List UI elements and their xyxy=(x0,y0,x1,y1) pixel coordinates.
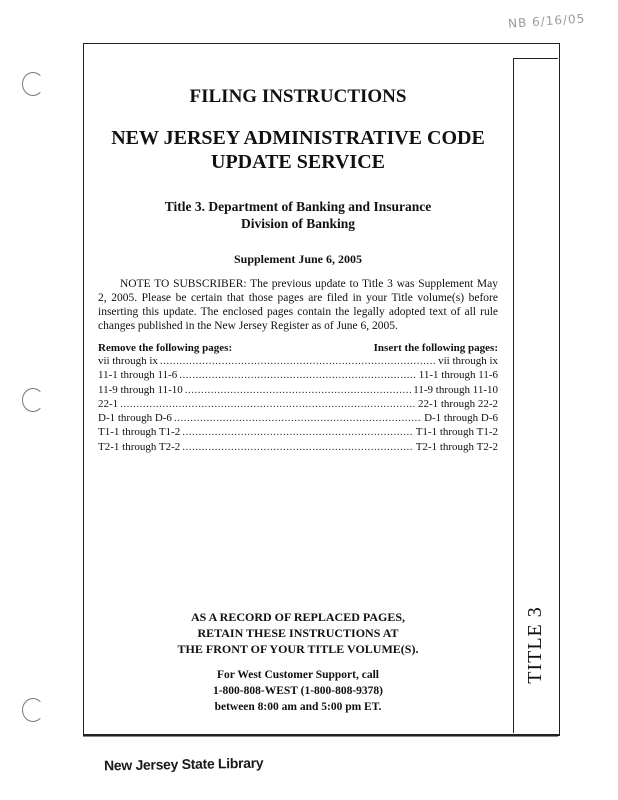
punch-hole-bottom xyxy=(22,698,44,722)
insert-pages: T2-1 through T2-2 xyxy=(415,440,498,453)
insert-pages: D-1 through D-6 xyxy=(424,412,498,425)
table-row xyxy=(98,425,498,439)
customer-support xyxy=(98,667,498,715)
remove-pages: T2-1 through T2-2 xyxy=(98,440,181,453)
remove-pages: D-1 through D-6 xyxy=(98,412,172,425)
insert-pages: 11-1 through 11-6 xyxy=(418,369,498,382)
record-line1: AS A RECORD OF REPLACED PAGES, xyxy=(190,610,406,624)
leader-dots xyxy=(182,425,413,439)
insert-pages: 22-1 through 22-2 xyxy=(417,397,498,410)
code-title xyxy=(98,126,498,174)
tab-top-line xyxy=(513,58,558,59)
title-line: Title 3. Department of Banking and Insurance xyxy=(164,199,432,214)
handwritten-initials: NB 6/16/05 xyxy=(507,11,586,31)
supplement-date: Supplement June 6, 2005 xyxy=(233,252,363,266)
remove-pages: 11-1 through 11-6 xyxy=(98,369,178,382)
leader-dots xyxy=(185,383,412,397)
division-line: Division of Banking xyxy=(240,216,356,231)
table-row xyxy=(98,368,498,382)
leader-dots xyxy=(120,397,416,411)
title-tab-label: TITLE 3 xyxy=(524,606,546,684)
punch-hole-top xyxy=(22,72,44,96)
punch-hole-middle xyxy=(22,388,44,412)
leader-dots xyxy=(160,354,436,368)
table-row xyxy=(98,440,498,454)
leader-dots xyxy=(174,411,422,425)
record-line2: RETAIN THESE INSTRUCTIONS AT xyxy=(197,626,399,640)
note-to-subscriber xyxy=(98,277,498,333)
leader-dots xyxy=(179,368,417,382)
library-stamp: New Jersey State Library xyxy=(103,754,264,774)
pages-table xyxy=(98,354,498,454)
document-title: FILING INSTRUCTIONS xyxy=(189,86,407,107)
instructions-body xyxy=(98,80,498,454)
insert-pages: vii through ix xyxy=(438,355,498,367)
leader-dots xyxy=(182,440,413,454)
pages-table-header xyxy=(98,342,498,354)
remove-pages: 11-9 through 11-10 xyxy=(98,383,183,396)
support-phone: 1-800-808-WEST (1-800-808-9378) xyxy=(212,685,384,697)
bottom-rule xyxy=(83,736,558,737)
insert-pages: 11-9 through 11-10 xyxy=(413,383,498,396)
insert-header: Insert the following pages: xyxy=(373,342,498,354)
insert-pages: T1-1 through T1-2 xyxy=(415,426,498,439)
record-notice xyxy=(98,609,498,657)
support-line1: For West Customer Support, call xyxy=(217,669,379,681)
table-row xyxy=(98,383,498,397)
remove-pages: vii through ix xyxy=(98,355,158,367)
code-title-line1: NEW JERSEY ADMINISTRATIVE CODE xyxy=(111,127,485,149)
department-heading xyxy=(98,198,498,232)
note-text: NOTE TO SUBSCRIBER: The previous update to Title 3 was Supplement May 2, 2005. Please be certain that those pages are filed in your Title volume(s) before inserting this update. The enclosed pages contain the legally adopted text of all rule changes published in the New Jersey Register as of June 6, 2005. xyxy=(98,278,498,332)
remove-pages: 22-1 xyxy=(98,397,119,410)
table-row xyxy=(98,354,498,368)
remove-header: Remove the following pages: xyxy=(98,342,233,354)
table-row xyxy=(98,411,498,425)
remove-pages: T1-1 through T1-2 xyxy=(98,426,181,439)
code-title-line2: UPDATE SERVICE xyxy=(211,151,385,173)
support-hours: between 8:00 am and 5:00 pm ET. xyxy=(214,701,382,713)
table-row xyxy=(98,397,498,411)
record-line3: THE FRONT OF YOUR TITLE VOLUME(S). xyxy=(177,642,419,656)
tab-divider-line xyxy=(513,58,514,733)
